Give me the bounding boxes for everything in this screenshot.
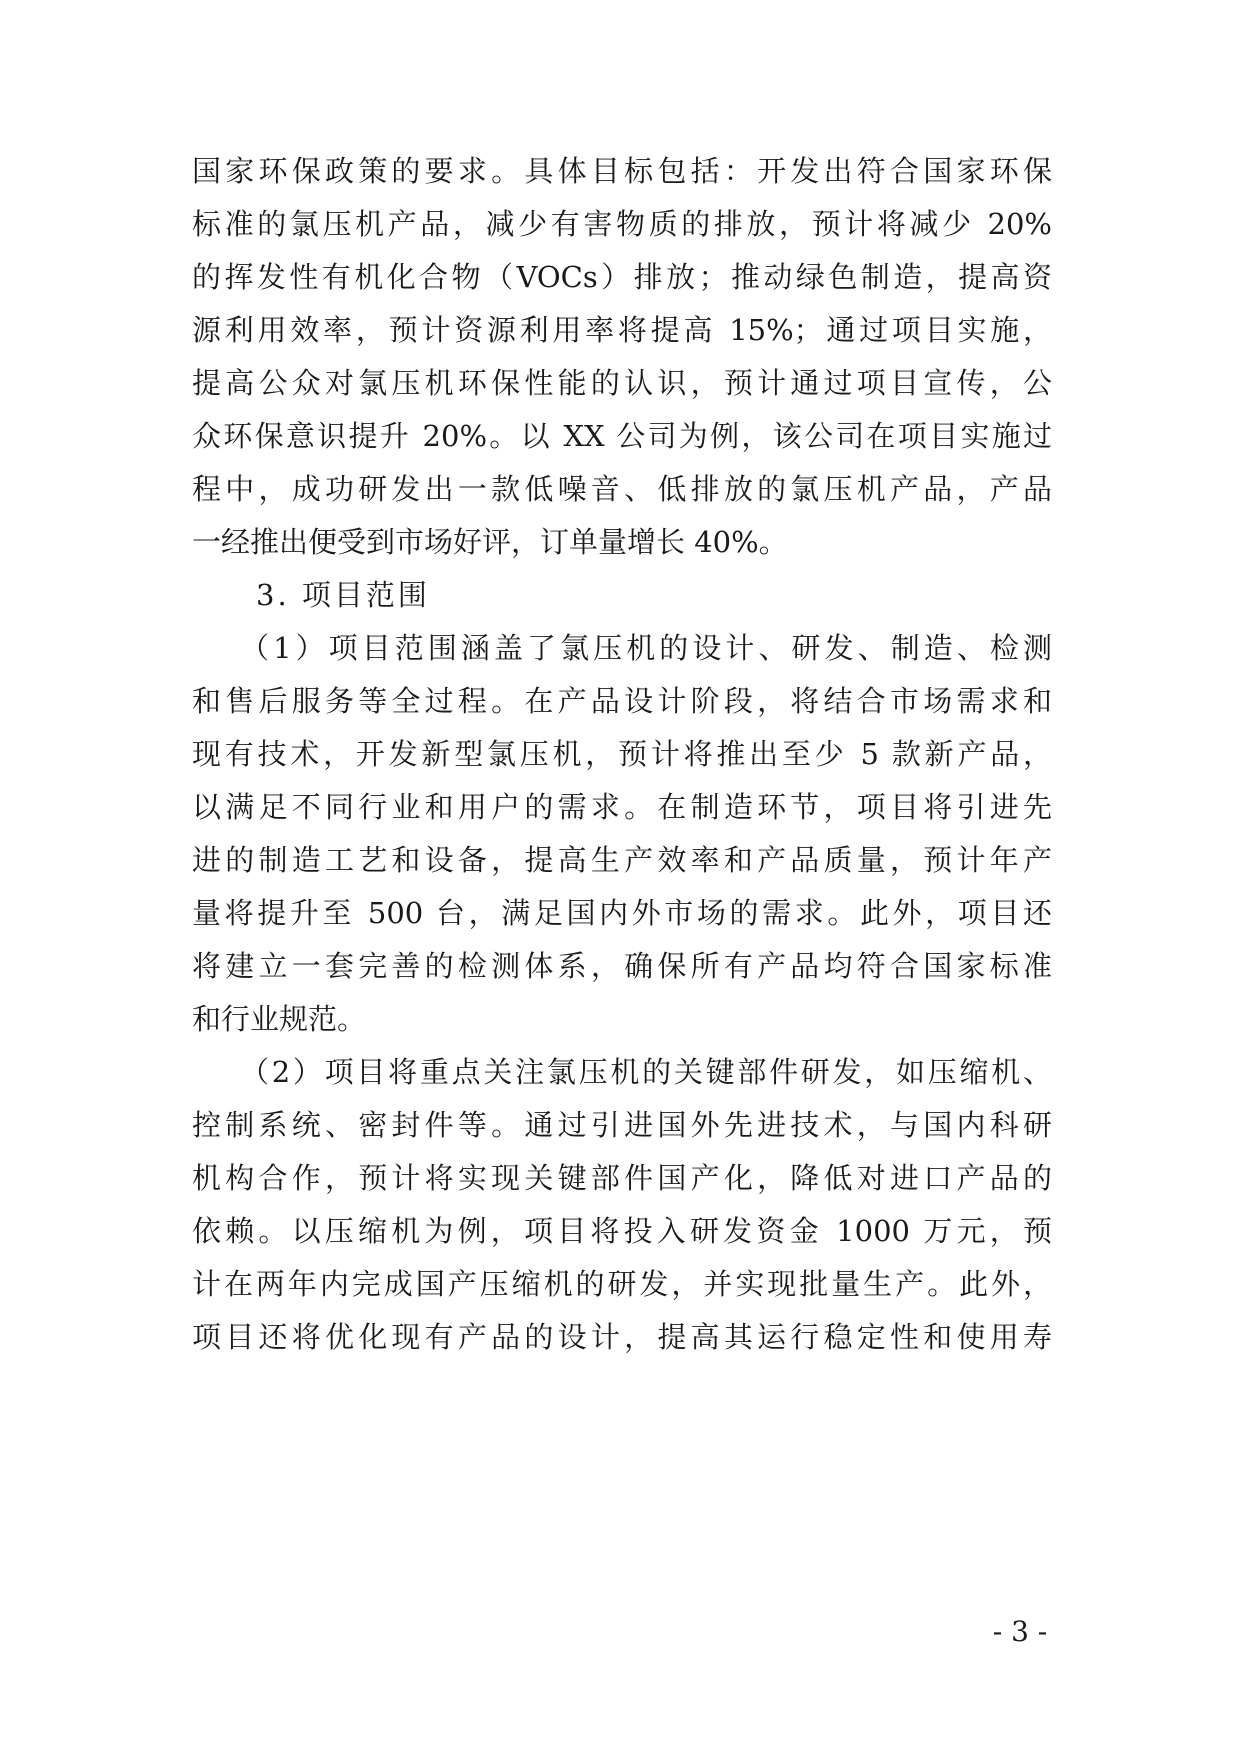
page-number: - 3 - bbox=[992, 1615, 1048, 1648]
body-text-line: 标准的氯压机产品，减少有害物质的排放，预计将减少 20% bbox=[192, 207, 1052, 241]
body-text-line: 的挥发性有机化合物（VOCs）排放；推动绿色制造，提高资 bbox=[192, 260, 1052, 294]
section-heading: 3. 项目范围 bbox=[256, 578, 430, 612]
body-text-line: 项目还将优化现有产品的设计，提高其运行稳定性和使用寿 bbox=[192, 1320, 1052, 1354]
body-text-line: 提高公众对氯压机环保性能的认识，预计通过项目宣传，公 bbox=[192, 366, 1052, 400]
body-text-line: 计在两年内完成国产压缩机的研发，并实现批量生产。此外， bbox=[192, 1267, 1052, 1301]
body-text-line: 进的制造工艺和设备，提高生产效率和产品质量，预计年产 bbox=[192, 843, 1052, 877]
body-text-line: 现有技术，开发新型氯压机，预计将推出至少 5 款新产品， bbox=[192, 737, 1052, 771]
body-text-line: 众环保意识提升 20%。以 XX 公司为例，该公司在项目实施过 bbox=[192, 419, 1052, 453]
body-text-line: 国家环保政策的要求。具体目标包括：开发出符合国家环保 bbox=[192, 154, 1052, 188]
body-text-line: 和行业规范。 bbox=[192, 1002, 367, 1036]
body-text-line: 源利用效率，预计资源利用率将提高 15%；通过项目实施， bbox=[192, 313, 1052, 347]
body-text-line: 依赖。以压缩机为例，项目将投入研发资金 1000 万元，预 bbox=[192, 1214, 1052, 1248]
body-text-line: （2）项目将重点关注氯压机的关键部件研发，如压缩机、 bbox=[240, 1055, 1052, 1089]
body-text-line: （1）项目范围涵盖了氯压机的设计、研发、制造、检测 bbox=[240, 631, 1052, 665]
body-text-line: 和售后服务等全过程。在产品设计阶段，将结合市场需求和 bbox=[192, 684, 1052, 718]
body-text-line: 以满足不同行业和用户的需求。在制造环节，项目将引进先 bbox=[192, 790, 1052, 824]
body-text-line: 控制系统、密封件等。通过引进国外先进技术，与国内科研 bbox=[192, 1108, 1052, 1142]
body-text-line: 量将提升至 500 台，满足国内外市场的需求。此外，项目还 bbox=[192, 896, 1052, 930]
body-text-line: 程中，成功研发出一款低噪音、低排放的氯压机产品，产品 bbox=[192, 472, 1052, 506]
body-text-line: 一经推出便受到市场好评，订单量增长 40%。 bbox=[192, 525, 788, 559]
body-text-line: 将建立一套完善的检测体系，确保所有产品均符合国家标准 bbox=[192, 949, 1052, 983]
body-text-line: 机构合作，预计将实现关键部件国产化，降低对进口产品的 bbox=[192, 1161, 1052, 1195]
